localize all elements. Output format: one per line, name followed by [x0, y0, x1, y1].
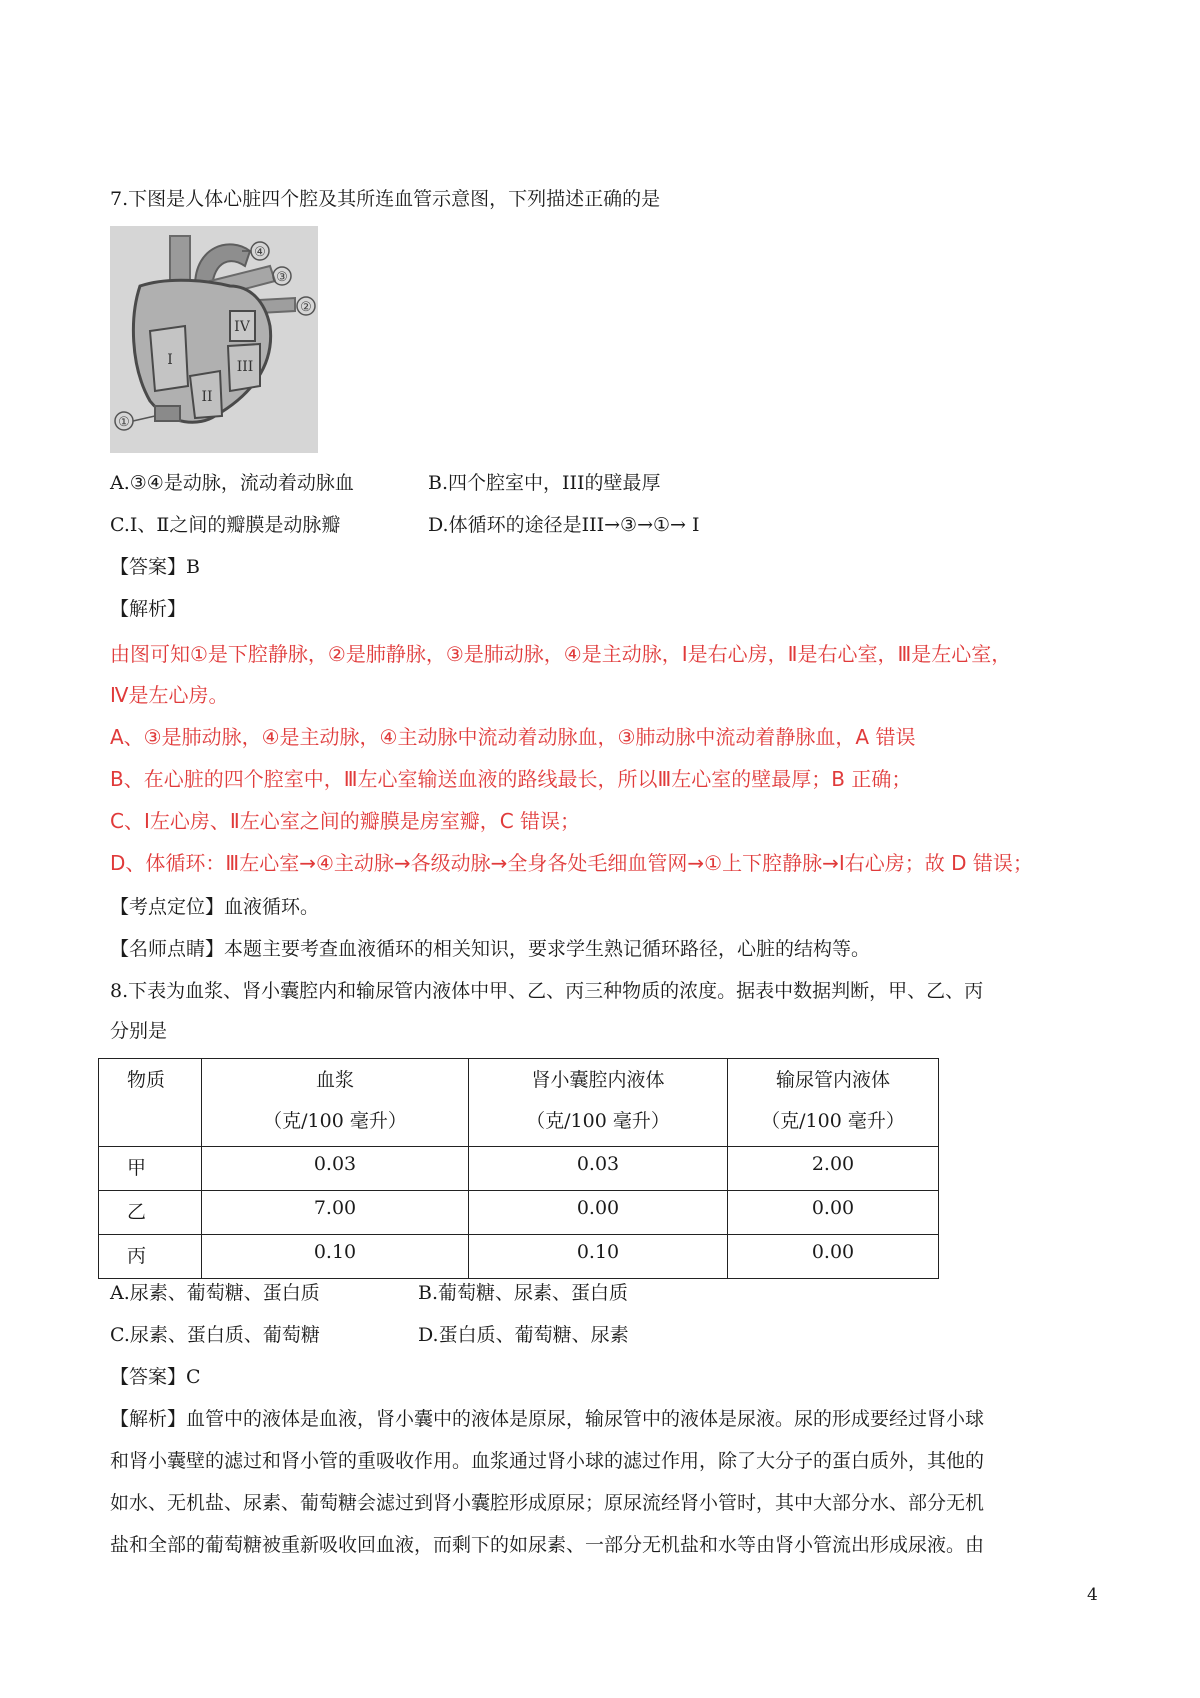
- q7-explanation-line-5: C、Ⅰ左心房、Ⅱ左心室之间的瓣膜是房室瓣，C 错误；: [110, 809, 581, 833]
- table-header-ureter: 输尿管内液体 （克/100 毫升）: [728, 1059, 939, 1147]
- q7-explanation-line-1: 由图可知①是下腔静脉，②是肺静脉，③是肺动脉，④是主动脉，Ⅰ是右心房，Ⅱ是右心室，Ⅲ是左心室，: [110, 642, 1012, 666]
- q7-kaodian: 【考点定位】血液循环。: [110, 896, 320, 918]
- table-header-substance: 物质: [99, 1059, 202, 1147]
- q8-answer: 【答案】C: [110, 1366, 201, 1388]
- page-number: 4: [1087, 1585, 1098, 1605]
- table-row: 甲 0.03 0.03 2.00: [99, 1147, 939, 1191]
- concentration-table: [98, 1058, 939, 1279]
- table-header-plasma: 血浆 （克/100 毫升）: [202, 1059, 469, 1147]
- label-4: ④: [254, 245, 266, 260]
- q8-option-d: D.蛋白质、葡萄糖、尿素: [418, 1324, 629, 1346]
- q7-mingshi: 【名师点睛】本题主要考查血液循环的相关知识，要求学生熟记循环路径，心脏的结构等。: [110, 938, 871, 960]
- table-header-capsule: 肾小囊腔内液体 （克/100 毫升）: [469, 1059, 728, 1147]
- chamber-IV: IV: [234, 319, 250, 335]
- q7-option-d: D.体循环的途径是III→③→①→ I: [428, 514, 700, 536]
- q8-option-a: A.尿素、葡萄糖、蛋白质: [110, 1282, 320, 1304]
- q7-option-a: A.③④是动脉，流动着动脉血: [110, 472, 354, 494]
- chamber-II: II: [201, 389, 213, 405]
- label-2: ②: [300, 300, 312, 315]
- q7-explanation-line-4: B、在心脏的四个腔室中，Ⅲ左心室输送血液的路线最长，所以Ⅲ左心室的壁最厚；B 正确；: [110, 767, 912, 791]
- heart-diagram: [110, 226, 318, 453]
- q8-explanation-line-3: 如水、无机盐、尿素、葡萄糖会滤过到肾小囊腔形成原尿；原尿流经肾小管时，其中大部分水、部分无机: [110, 1492, 985, 1514]
- q7-explanation-line-3: A、③是肺动脉，④是主动脉，④主动脉中流动着动脉血，③肺动脉中流动着静脉血，A 错误: [110, 725, 916, 749]
- q7-analysis-label: 【解析】: [110, 598, 187, 620]
- label-1: ①: [118, 415, 130, 430]
- q7-option-b: B.四个腔室中，III的壁最厚: [428, 472, 661, 494]
- q8-explanation-line-1: 【解析】血管中的液体是血液，肾小囊中的液体是原尿，输尿管中的液体是尿液。尿的形成要经过肾小球: [110, 1408, 985, 1430]
- table-row: 丙 0.10 0.10 0.00: [99, 1235, 939, 1279]
- q7-option-c: C.Ⅰ、Ⅱ之间的瓣膜是动脉瓣: [110, 514, 341, 536]
- question-8-stem-line-2: 分别是: [110, 1020, 168, 1042]
- label-3: ③: [276, 270, 288, 285]
- q8-explanation-line-4: 盐和全部的葡萄糖被重新吸收回血液，而剩下的如尿素、一部分无机盐和水等由肾小管流出形成尿液。由: [110, 1534, 985, 1556]
- q7-explanation-line-6: D、体循环：Ⅲ左心室→④主动脉→各级动脉→全身各处毛细血管网→①上下腔静脉→Ⅰ右心房；故 D 错误；: [110, 851, 1033, 875]
- question-7-stem: 7.下图是人体心脏四个腔及其所连血管示意图，下列描述正确的是: [110, 188, 661, 210]
- table-row: 乙 7.00 0.00 0.00: [99, 1191, 939, 1235]
- q8-explanation-line-2: 和肾小囊壁的滤过和肾小管的重吸收作用。血浆通过肾小球的滤过作用，除了大分子的蛋白质外，其他的: [110, 1450, 985, 1472]
- question-8-stem-line-1: 8.下表为血浆、肾小囊腔内和输尿管内液体中甲、乙、丙三种物质的浓度。据表中数据判断，甲、乙、丙: [110, 980, 984, 1002]
- q8-option-c: C.尿素、蛋白质、葡萄糖: [110, 1324, 320, 1346]
- chamber-III: III: [236, 359, 254, 375]
- q7-explanation-line-2: Ⅳ是左心房。: [110, 683, 229, 707]
- chamber-I: I: [167, 352, 173, 368]
- q8-option-b: B.葡萄糖、尿素、蛋白质: [418, 1282, 629, 1304]
- q7-answer: 【答案】B: [110, 556, 200, 578]
